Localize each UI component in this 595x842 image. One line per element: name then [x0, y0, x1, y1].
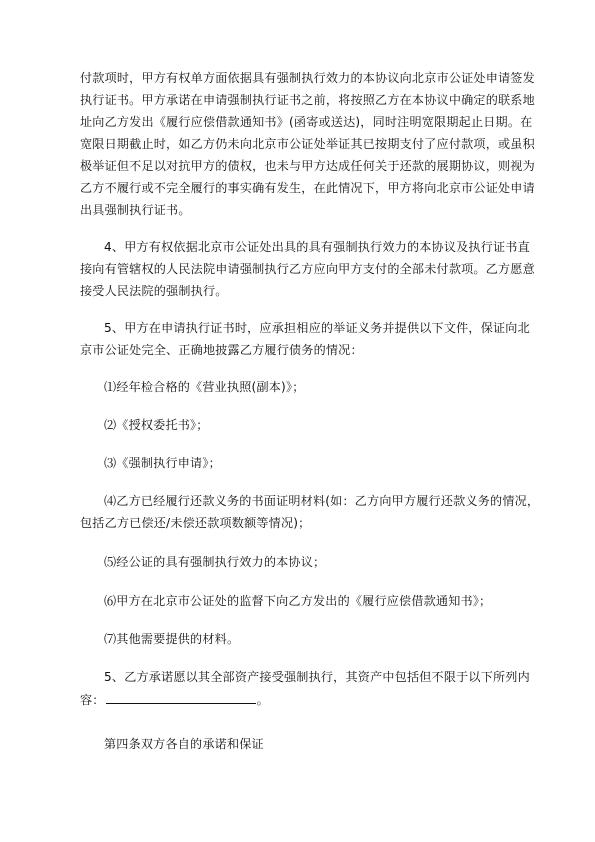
list-item: ⑹甲方在北京市公证处的监督下向乙方发出的《履行应偿借款通知书》；: [104, 594, 492, 608]
text-line: 宽限日期截止时，如乙方仍未向北京市公证处举证其已按期支付了应付款项，或虽积: [80, 137, 535, 151]
list-item: ⑷乙方已经履行还款义务的书面证明材料(如：乙方向甲方履行还款义务的情况，: [104, 494, 540, 508]
text-line: 付款项时，甲方有权单方面依据具有强制执行效力的本协议向北京市公证处申请签发: [80, 71, 535, 85]
text-line: 5、乙方承诺愿以其全部资产接受强制执行，其资产中包括但不限于以下所列内: [104, 670, 530, 684]
text-line: 包括乙方已偿还/未偿还款项数额等情况)；: [80, 516, 311, 530]
list-item: ⑴经年检合格的《营业执照(副本)》；: [104, 380, 305, 394]
list-item: ⑵《授权委托书》；: [104, 418, 209, 432]
text-line: 5、甲方在申请执行证书时，应承担相应的举证义务并提供以下文件，保证向北: [104, 321, 530, 335]
text-line: 4、甲方有权依据北京市公证处出具的具有强制执行效力的本协议及执行证书直: [104, 240, 530, 254]
text-line: 接受人民法院的强制执行。: [80, 284, 228, 298]
text-line: 京市公证处完全、正确地披露乙方履行债务的情况：: [80, 343, 363, 357]
list-item: ⑸经公证的具有强制执行效力的本协议；: [104, 555, 326, 569]
fill-in-blank: [106, 692, 256, 704]
list-item: ⑶《强制执行申请》；: [104, 456, 221, 470]
text-segment: 容：: [80, 693, 105, 707]
text-line: 极举证但不足以对抗甲方的债权，也未与甲方达成任何关于还款的展期协议，则视为: [80, 159, 535, 173]
section-heading: 第四条双方各自的承诺和保证: [104, 737, 264, 751]
text-line: 出具强制执行证书。: [80, 203, 191, 217]
text-line: 执行证书。甲方承诺在申请强制执行证书之前，将按照乙方在本协议中确定的联系地: [80, 93, 535, 107]
text-line: [80, 692, 520, 707]
text-line: 址向乙方发出《履行应偿借款通知书》(函寄或送达)，同时注明宽限期起止日期。在: [80, 115, 533, 129]
text-line: 接向有管辖权的人民法院申请强制执行乙方应向甲方支付的全部未付款项。乙方愿意: [80, 262, 535, 276]
list-item: ⑺其他需要提供的材料。: [104, 632, 240, 646]
text-segment: 。: [256, 693, 269, 707]
text-line: 乙方不履行或不完全履行的事实确有发生，在此情况下，甲方将向北京市公证处申请: [80, 181, 535, 195]
